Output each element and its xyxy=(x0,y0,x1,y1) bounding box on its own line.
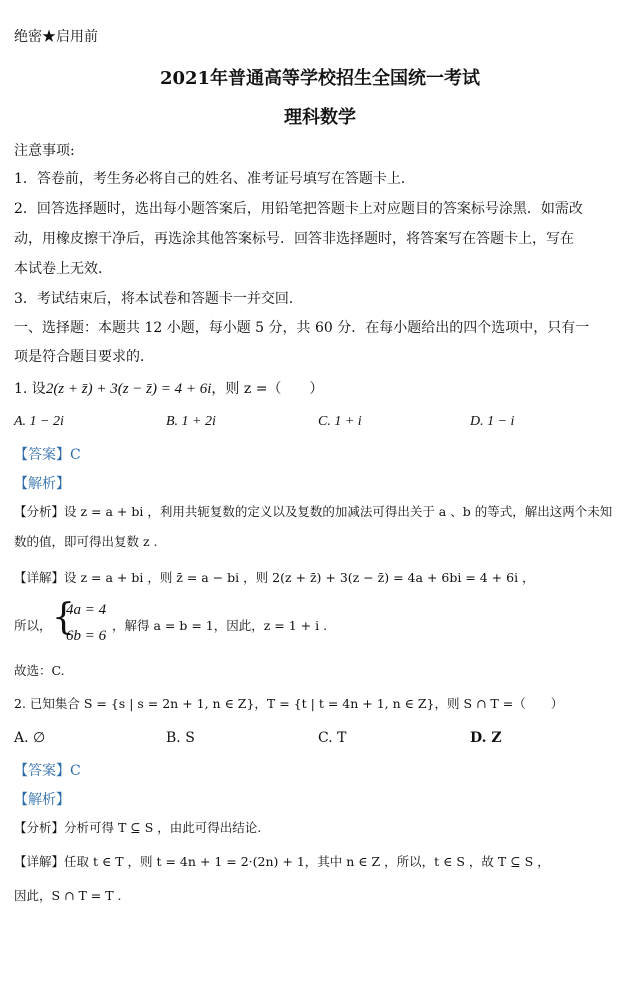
q2-fenxi: 【分析】分析可得 T ⊆ S ，由此可得出结论. xyxy=(14,820,262,835)
q1-option-d: D. 1 − i xyxy=(470,414,515,429)
q1-fenxi-line2: 数的值，即可得出复数 z . xyxy=(14,534,158,549)
q1-stem-prefix: 1. 设 xyxy=(14,381,46,397)
q2-option-c: C. T xyxy=(318,730,347,746)
notes-heading: 注意事项: xyxy=(14,143,75,159)
note-1: 1．答卷前，考生务必将自己的姓名、准考证号填写在答题卡上． xyxy=(14,171,415,187)
q1-fenxi-line1: 【分析】设 z = a + bi ，利用共轭复数的定义以及复数的加减法可得出关于 a 、b 的等式，解出这两个未知 xyxy=(14,504,613,519)
q1-analysis-tag: 【解析】 xyxy=(14,476,70,492)
section-line1: 一、选择题：本题共 12 小题，每小题 5 分，共 60 分．在每小题给出的四个选项中，只有一 xyxy=(14,320,590,336)
exam-title: 2021年普通高等学校招生全国统一考试 xyxy=(159,68,481,89)
q1-stem-suffix: ，则 z =（ ） xyxy=(211,381,324,397)
q1-detail: 【详解】设 z = a + bi ，则 z̄ = a − bi ，则 2(z + z̄) + 3(z − z̄) = 4a + 6bi = 4 + 6i ， xyxy=(14,570,535,585)
section-line2: 项是符合题目要求的． xyxy=(14,349,154,365)
q1-stem xyxy=(14,378,323,398)
q1-so-prefix: 所以， xyxy=(14,618,52,633)
q1-stem-equation: 2(z + z̄) + 3(z − z̄) = 4 + 6i xyxy=(45,381,212,397)
q1-system-eq2: 6b = 6 xyxy=(66,628,107,644)
q1-option-a: A. 1 − 2i xyxy=(14,414,64,429)
q2-option-a: A. ∅ xyxy=(14,730,46,746)
exam-subtitle: 理科数学 xyxy=(284,107,356,128)
q1-choose: 故选：C. xyxy=(14,663,65,678)
q1-system-brace: { xyxy=(52,597,75,638)
q2-option-b: B. S xyxy=(166,730,195,746)
q1-system-eq1: 4a = 4 xyxy=(66,602,107,618)
q2-conclusion: 因此，S ∩ T = T . xyxy=(14,888,122,903)
q2-answer-tag: 【答案】C xyxy=(14,763,81,779)
q1-option-c: C. 1 + i xyxy=(318,414,362,429)
note-3: 3．考试结束后，将本试卷和答题卡一并交回． xyxy=(14,291,303,307)
q2-analysis-tag: 【解析】 xyxy=(14,792,70,808)
q2-stem: 2. 已知集合 S = {s | s = 2n + 1, n ∈ Z}，T = {t | t = 4n + 1, n ∈ Z}，则 S ∩ T =（ ） xyxy=(14,696,564,711)
secret-label: 绝密★启用前 xyxy=(14,29,98,45)
note-2-line1: 2．回答选择题时，选出每小题答案后，用铅笔把答题卡上对应题目的答案标号涂黑．如需改 xyxy=(14,201,583,217)
q2-detail: 【详解】任取 t ∈ T ，则 t = 4n + 1 = 2·(2n) + 1，其中 n ∈ Z ，所以，t ∈ S ，故 T ⊆ S ， xyxy=(14,854,550,869)
note-2-line2: 动，用橡皮擦干净后，再选涂其他答案标号．回答非选择题时，将答案写在答题卡上，写在 xyxy=(14,231,574,247)
note-2-line3: 本试卷上无效． xyxy=(14,261,112,277)
q1-option-b: B. 1 + 2i xyxy=(166,414,216,429)
q1-so-suffix: ，解得 a = b = 1，因此，z = 1 + i . xyxy=(112,618,328,633)
q1-answer-tag: 【答案】C xyxy=(14,447,81,463)
q2-option-d: D. Z xyxy=(470,730,502,746)
